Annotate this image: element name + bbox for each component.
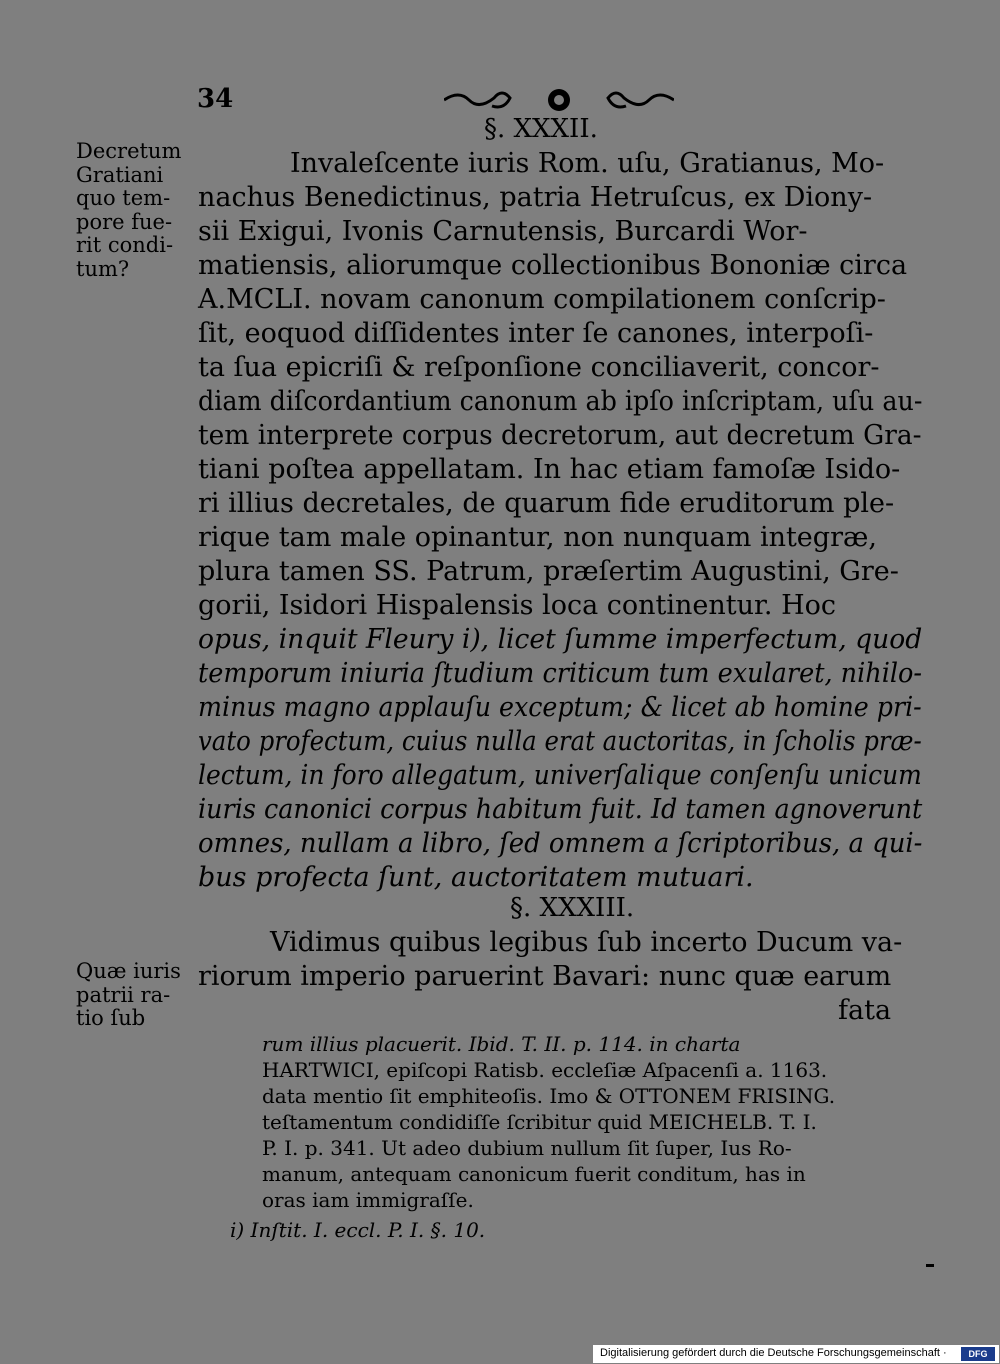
text-line: matiensis, aliorumque collectionibus Bononiæ circa xyxy=(198,250,908,281)
margin-line: quo tem- xyxy=(76,186,171,210)
catchword: fata xyxy=(838,995,892,1026)
footnote-line: P. I. p. 341. Ut adeo dubium nullum ſit ſuper, Ius Ro- xyxy=(262,1136,792,1160)
margin-line: Decretum xyxy=(76,139,182,163)
text-line: Invaleſcente iuris Rom. uſu, Gratianus, Mo- xyxy=(290,148,885,179)
section-heading-33: §. XXXIII. xyxy=(510,893,635,923)
text-line: omnes, nullam a libro, ſed omnem a ſcriptoribus, a qui- xyxy=(198,828,923,859)
footnote-line: HARTWICI, epiſcopi Ratisb. eccleſiæ Aſpacenſi a. 1163. xyxy=(262,1058,828,1082)
text-line: Vidimus quibus legibus ſub incerto Ducum va- xyxy=(270,927,903,958)
text-line: tem interprete corpus decretorum, aut decretum Gra- xyxy=(198,420,922,451)
text-line: lectum, in foro allegatum, univerſalique conſenſu unicum xyxy=(198,760,922,791)
text-line: plura tamen SS. Patrum, præſertim Augustini, Gre- xyxy=(198,556,899,587)
margin-note-33 xyxy=(76,960,181,1031)
margin-line: tum? xyxy=(76,256,130,281)
footnote-line: manum, antequam canonicum fuerit conditum, has in xyxy=(262,1162,806,1186)
text-line: bus profecta ſunt, auctoritatem mutuari. xyxy=(198,862,754,893)
text-line: vato profectum, cuius nulla erat auctoritas, in ſcholis præ- xyxy=(198,726,922,757)
margin-line: Quæ iuris xyxy=(76,959,181,983)
text-line: temporum iniuria ſtudium criticum tum exularet, nihilo- xyxy=(198,658,923,689)
text-line: ri illius decretales, de quarum fide eruditorum ple- xyxy=(198,488,895,519)
margin-line: Gratiani xyxy=(76,162,164,187)
page-number: 34 xyxy=(197,84,234,114)
margin-line: pore fue- xyxy=(76,209,173,234)
text-line: opus, inquit Fleury i), licet ſumme imperfectum, quod xyxy=(198,624,923,655)
text-line: iuris canonici corpus habitum fuit. Id tamen agnoverunt xyxy=(198,794,923,825)
footnote-line: data mentio ſit emphiteoſis. Imo & OTTONEM FRISING. xyxy=(262,1084,836,1108)
text-line: riorum imperio paruerint Bavari: nunc quæ earum xyxy=(198,961,892,992)
text-line: tiani poſtea appellatam. In hac etiam famoſæ Isido- xyxy=(198,454,901,485)
margin-note-32 xyxy=(76,140,181,281)
footnote-i: i) Inſtit. I. eccl. P. I. §. 10. xyxy=(230,1218,486,1242)
text-line: diam diſcordantium canonum ab ipſo inſcriptam, uſu au- xyxy=(198,386,923,417)
text-line: gorii, Isidori Hispalensis loca continentur. Hoc xyxy=(198,590,837,621)
margin-line: patrii ra- xyxy=(76,982,171,1007)
margin-mark xyxy=(926,1264,934,1267)
footnote-line: rum illius placuerit. Ibid. T. II. p. 114. in charta xyxy=(262,1032,741,1056)
footer-text: Digitalisierung gefördert durch die Deutsche Forschungsgemeinschaft · xyxy=(600,1347,947,1359)
text-line: nachus Benedictinus, patria Hetruſcus, ex Diony- xyxy=(198,182,873,213)
footnote-line: oras iam immigraſſe. xyxy=(262,1188,474,1212)
text-line: ſit, eoquod diſſidentes inter ſe canones, interpoſi- xyxy=(198,318,874,349)
text-line: A.MCLI. novam canonum compilationem conſcrip- xyxy=(198,284,886,315)
text-line: minus magno applauſu exceptum; & licet ab homine pri- xyxy=(198,692,922,723)
margin-line: tio ſub xyxy=(76,1006,146,1030)
margin-line: rit condi- xyxy=(76,233,174,257)
section-heading-32: §. XXXII. xyxy=(484,114,598,144)
text-line: ta ſua epicriſi & reſponſione conciliaverit, concor- xyxy=(198,352,880,383)
text-line: sii Exigui, Ivonis Carnutensis, Burcardi Wor- xyxy=(198,216,808,247)
text-line: rique tam male opinantur, non nunquam integræ, xyxy=(198,522,877,553)
dfg-logo-icon: DFG xyxy=(961,1347,995,1361)
footnote-line: teſtamentum condidiſſe ſcribitur quid MEICHELB. T. I. xyxy=(262,1110,817,1134)
